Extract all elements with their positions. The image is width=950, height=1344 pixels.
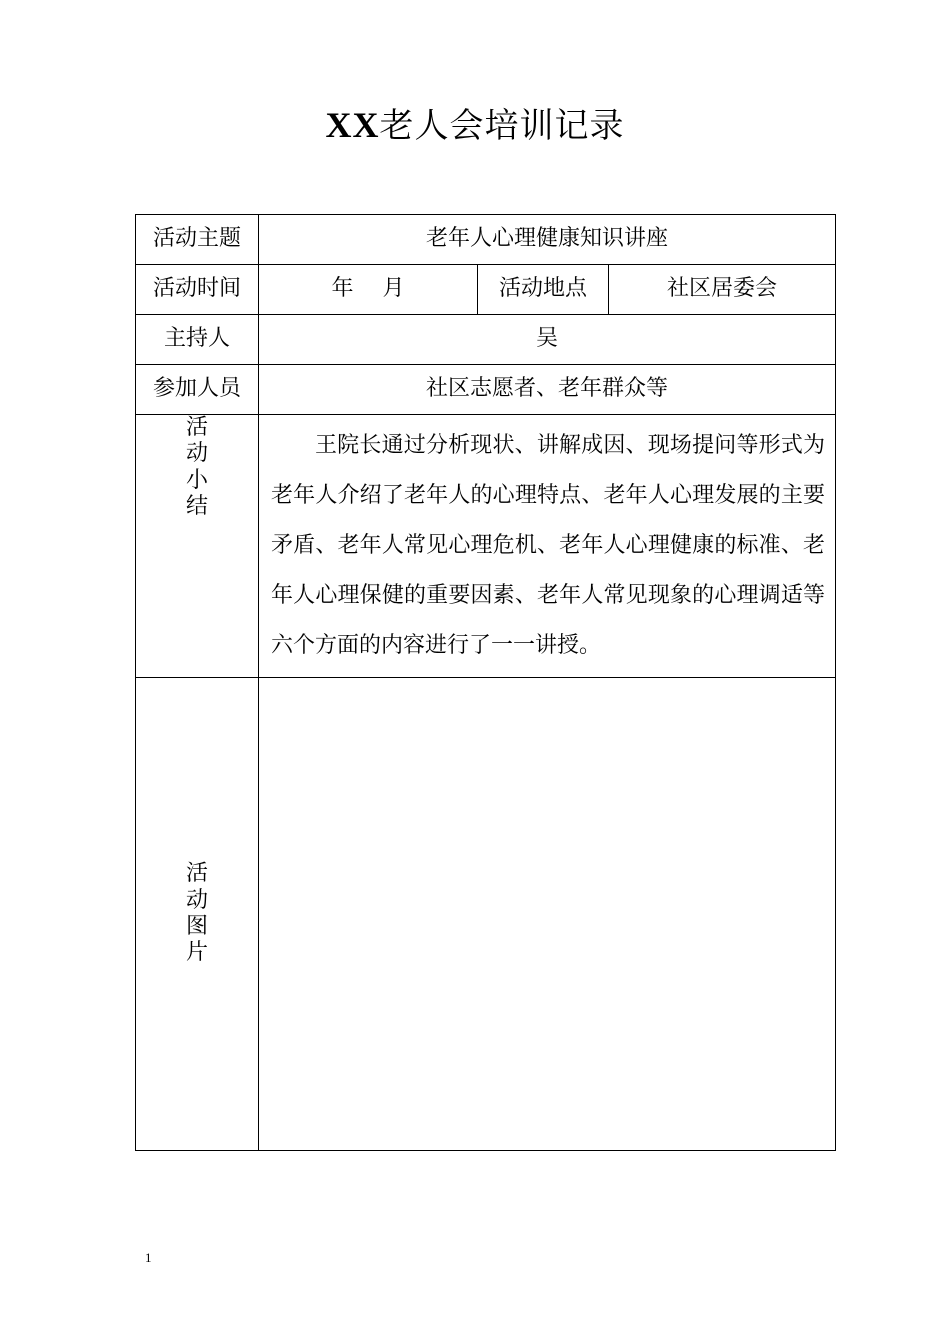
host-value: 吴 — [259, 315, 836, 365]
row-participants — [136, 365, 836, 415]
participants-label: 参加人员 — [136, 365, 259, 415]
summary-label: 活 动 小 结 — [136, 415, 259, 678]
time-label: 活动时间 — [136, 265, 259, 315]
theme-label: 活动主题 — [136, 215, 259, 265]
row-time-location — [136, 265, 836, 315]
host-label: 主持人 — [136, 315, 259, 365]
training-record-table — [135, 214, 836, 1151]
location-label: 活动地点 — [478, 265, 609, 315]
photos-area — [259, 678, 836, 1151]
row-host — [136, 315, 836, 365]
row-photos — [136, 678, 836, 1151]
page-number: 1 — [145, 1250, 152, 1265]
row-summary — [136, 415, 836, 678]
title-prefix: XX — [325, 105, 380, 145]
location-value: 社区居委会 — [609, 265, 836, 315]
document-title — [0, 98, 950, 147]
summary-cell — [259, 415, 836, 678]
theme-value: 老年人心理健康知识讲座 — [259, 215, 836, 265]
row-theme — [136, 215, 836, 265]
summary-text: 王院长通过分析现状、讲解成因、现场提问等形式为老年人介绍了老年人的心理特点、老年人心理发展的主要矛盾、老年人常见心理危机、老年人心理健康的标准、老年人心理保健的重要因素、老年人常见现象的心理调适等六个方面的内容进行了一一讲授。 — [271, 433, 826, 658]
participants-value: 社区志愿者、老年群众等 — [259, 365, 836, 415]
photos-label: 活 动 图 片 — [136, 678, 259, 1151]
time-value: 年 月 — [259, 265, 478, 315]
title-main: 老人会培训记录 — [379, 106, 625, 146]
